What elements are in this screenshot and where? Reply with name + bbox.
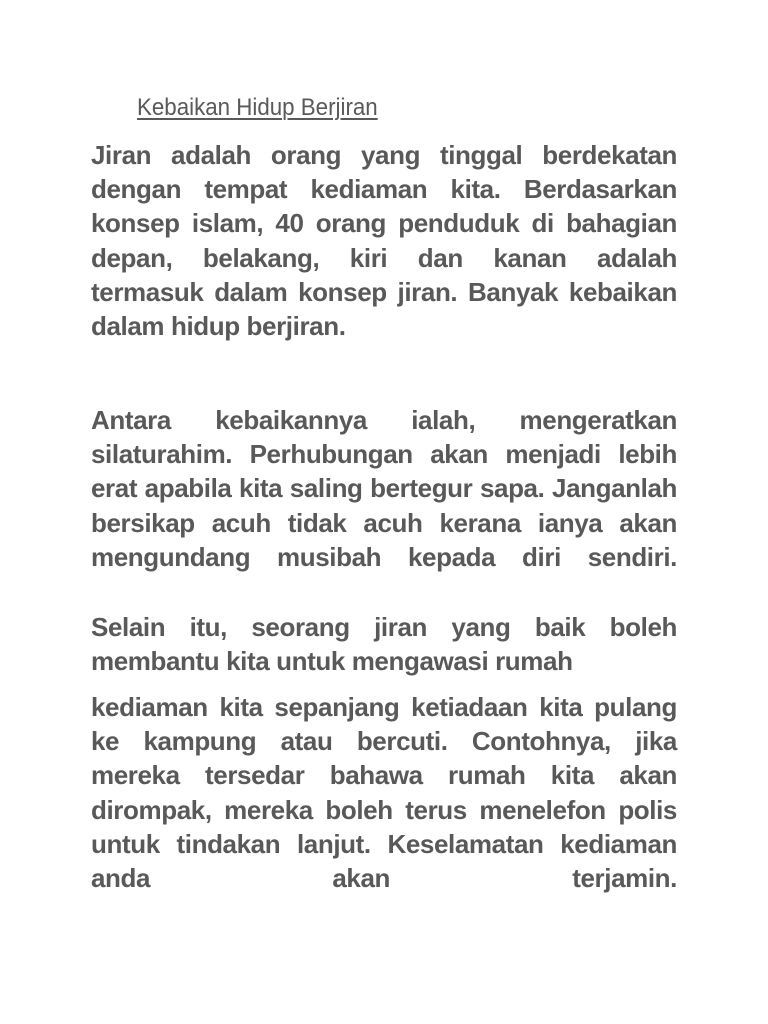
paragraph-4: kediaman kita sepanjang ketiadaan kita pulang ke kampung atau bercuti. Contohnya, jika mereka tersedar bahawa rumah kita akan dirompak, mereka boleh terus menelefon polis untuk tindakan lanjut. Keselamatan kediaman anda akan terjamin. [91,692,677,894]
paragraph-1: Jiran adalah orang yang tinggal berdekatan dengan tempat kediaman kita. Berdasarkan konsep islam, 40 orang penduduk di bahagian depan, belakang, kiri dan kanan adalah termasuk dalam konsep jiran. Banyak kebaikan dalam hidup berjiran. [91,140,677,342]
paragraph-3: Selain itu, seorang jiran yang baik boleh membantu kita untuk mengawasi rumah [91,612,677,677]
document-title: Kebaikan Hidup Berjiran [137,94,378,121]
paragraph-2: Antara kebaikannya ialah, mengeratkan silaturahim. Perhubungan akan menjadi lebih erat apabila kita saling bertegur sapa. Janganlah bersikap acuh tidak acuh kerana ianya akan mengundang musibah kepada diri sendiri. [91,405,677,572]
